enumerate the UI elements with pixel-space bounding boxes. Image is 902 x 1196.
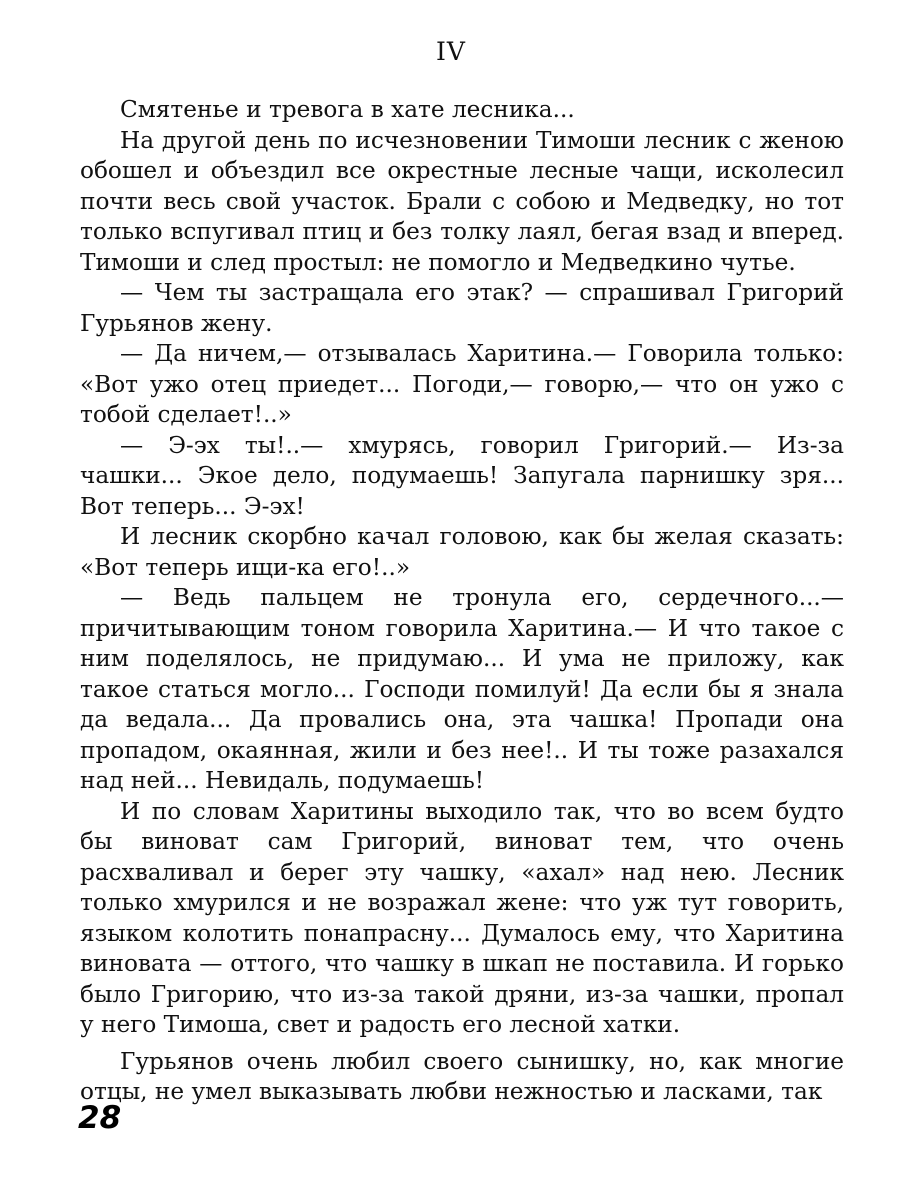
page-number: 28: [78, 1100, 122, 1136]
paragraph-7: — Ведь пальцем не тронула его, сердечного...— причитывающим тоном говорила Харитина.— И что такое с ним поделялось, не придумаю... И ума не приложу, как такое статься могло... Господи помилуй! Да если бы я знала да ведала... Да провались она, эта чашка! Пропади она пропадом, окаянная, жили и без нее!.. И ты тоже разахался над ней... Невидаль, подумаешь!: [80, 584, 844, 794]
body-text: [80, 95, 844, 1108]
paragraph-4: — Да ничем,— отзывалась Харитина.— Говорила только: «Вот ужо отец приедет... Погоди,— говорю,— что он ужо с тобой сделает!..»: [80, 340, 844, 428]
paragraph-9: Гурьянов очень любил своего сынишку, но, как многие отцы, не умел выказывать любви нежностью и ласками, так: [80, 1047, 844, 1105]
chapter-heading: IV: [436, 37, 466, 66]
paragraph-6: И лесник скорбно качал головою, как бы желая сказать: «Вот теперь ищи-ка его!..»: [80, 523, 844, 581]
paragraph-2: На другой день по исчезновении Тимоши лесник с женою обошел и объездил все окрестные лесные чащи, исколесил почти весь свой участок. Брали с собою и Медведку, но тот только вспугивал птиц и без толку лаял, бегая взад и вперед. Тимоши и след простыл: не помогло и Медведкино чутье.: [80, 126, 844, 276]
paragraph-8: И по словам Харитины выходило так, что во всем будто бы виноват сам Григорий, виноват тем, что очень расхваливал и берег эту чашку, «ахал» над нею. Лесник только хмурился и не возражал жене: что уж тут говорить, языком колотить понапрасну... Думалось ему, что Харитина виновата — оттого, что чашку в шкап не поставила. И горько было Григорию, что из-за такой дряни, из-за чашки, пропал у него Тимоша, свет и радость его лесной хатки.: [80, 797, 844, 1038]
paragraph-3: — Чем ты застращала его этак? — спрашивал Григорий Гурьянов жену.: [80, 279, 844, 337]
paragraph-1: Смятенье и тревога в хате лесника...: [120, 96, 575, 123]
paragraph-5: — Э-эх ты!..— хмурясь, говорил Григорий.— Из-за чашки... Экое дело, подумаешь! Запугала парнишку зря... Вот теперь... Э-эх!: [80, 431, 844, 520]
